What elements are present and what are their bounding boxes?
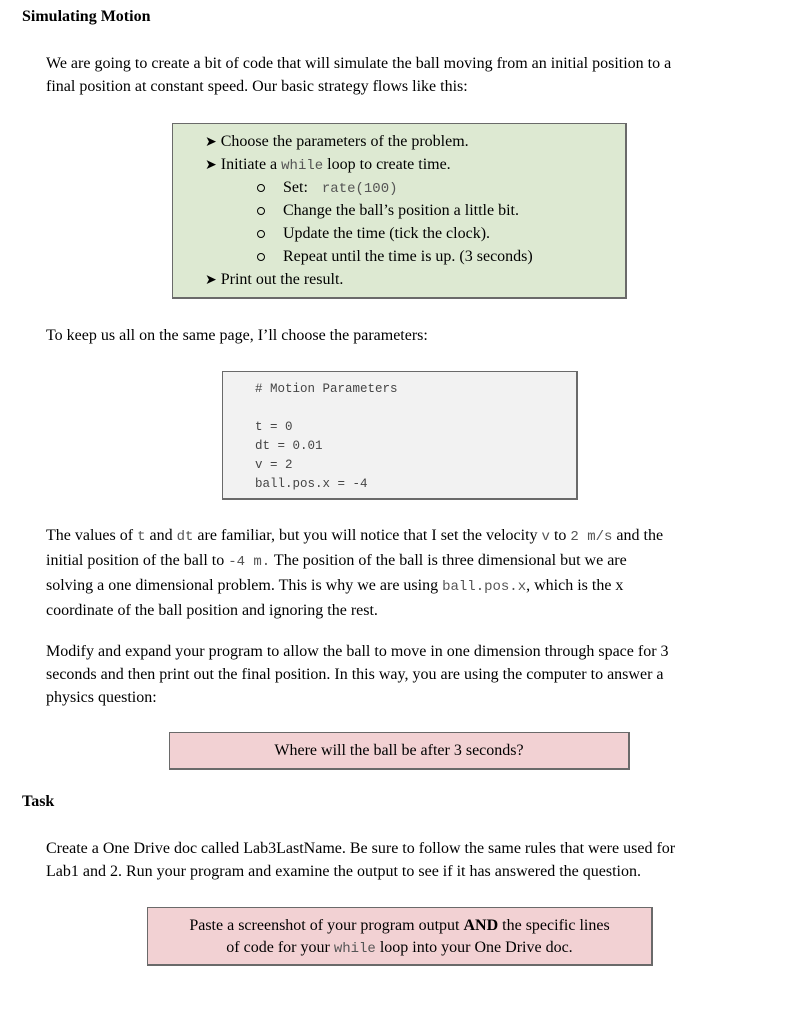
explanation-line: initial position of the ball to -4 m. The position of the ball is three dimensional but we are <box>46 552 627 570</box>
params-intro: To keep us all on the same page, I’ll choose the parameters: <box>46 327 428 344</box>
strategy-subitem: Update the time (tick the clock). <box>257 222 490 245</box>
task-title: Task <box>22 793 55 810</box>
strategy-box <box>172 123 627 299</box>
arrow-bullet-icon: ➤ <box>205 135 217 150</box>
code-line: t = 0 <box>255 420 293 434</box>
circle-bullet-icon <box>257 230 265 238</box>
strategy-subitem: Change the ball’s position a little bit. <box>257 199 519 222</box>
code-comment: # Motion Parameters <box>255 382 398 396</box>
modify-paragraph <box>46 640 796 709</box>
code-line: ball.pos.x = -4 <box>255 477 368 491</box>
circle-bullet-icon <box>257 207 265 215</box>
strategy-item: ➤ Print out the result. <box>205 271 344 288</box>
intro-line: We are going to create a bit of code that will simulate the ball moving from an initial position to a <box>46 55 672 72</box>
task-paragraph <box>46 837 796 883</box>
question-box <box>169 732 630 770</box>
question-text: Where will the ball be after 3 seconds? <box>274 742 524 759</box>
explanation-paragraph <box>46 524 796 622</box>
code-line: dt = 0.01 <box>255 439 323 453</box>
strategy-item: ➤ Initiate a while loop to create time. <box>205 156 451 174</box>
instruction-box <box>147 907 653 966</box>
instruction-line: of code for your while loop into your One Drive doc. <box>226 939 573 957</box>
circle-bullet-icon <box>257 253 265 261</box>
modify-line: seconds and then print out the final position. In this way, you are using the computer to answer a <box>46 666 664 683</box>
task-line: Create a One Drive doc called Lab3LastName. Be sure to follow the same rules that were used for <box>46 840 676 857</box>
strategy-item: ➤ Choose the parameters of the problem. <box>205 133 469 150</box>
modify-line: physics question: <box>46 689 157 706</box>
strategy-subitem: Repeat until the time is up. (3 seconds) <box>257 245 533 268</box>
code-block <box>222 371 578 500</box>
strategy-subitem: Set: rate(100) <box>257 176 398 201</box>
intro-line: final position at constant speed. Our basic strategy flows like this: <box>46 78 468 95</box>
task-line: Lab1 and 2. Run your program and examine the output to see if it has answered the question. <box>46 863 641 880</box>
circle-bullet-icon <box>257 184 265 192</box>
explanation-line: coordinate of the ball position and ignoring the rest. <box>46 602 378 619</box>
modify-line: Modify and expand your program to allow the ball to move in one dimension through space for 3 <box>46 643 669 660</box>
intro-paragraph <box>46 52 786 98</box>
arrow-bullet-icon: ➤ <box>205 158 217 173</box>
page-title: Simulating Motion <box>22 8 151 25</box>
explanation-line: solving a one dimensional problem. This is why we are using ball.pos.x, which is the x <box>46 577 624 595</box>
code-line: v = 2 <box>255 458 293 472</box>
instruction-line: Paste a screenshot of your program output AND the specific lines <box>189 917 610 934</box>
explanation-line: The values of t and dt are familiar, but you will notice that I set the velocity v to 2 m/s and the <box>46 527 664 545</box>
arrow-bullet-icon: ➤ <box>205 273 217 288</box>
